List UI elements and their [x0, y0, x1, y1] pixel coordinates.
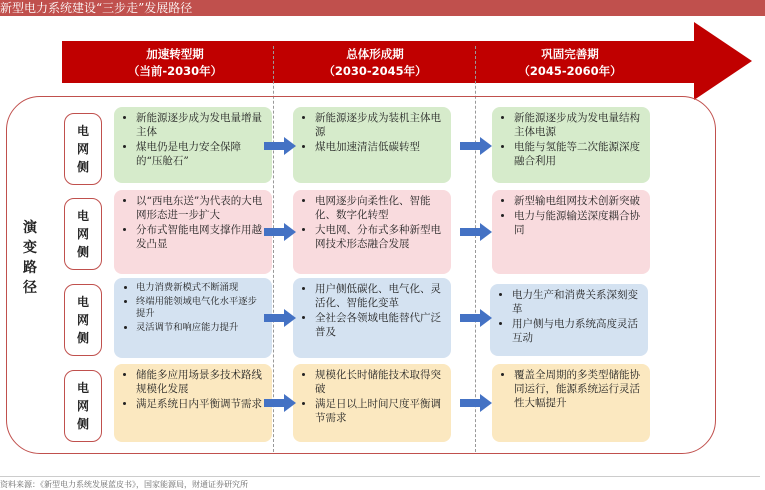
side-label: 演变路径 [23, 220, 37, 296]
cell-r3-c2: • 用户侧低碳化、电气化、灵活化、智能化变革 • 全社会各领域电能替代广泛普及 [293, 278, 451, 358]
row-label: 电 网 侧 [64, 284, 102, 356]
phase-name: 巩固完善期 [541, 47, 599, 61]
phase-name: 加速转型期 [146, 47, 204, 61]
phase-consolidate [495, 46, 645, 84]
cell-r3-c1: • 电力消费新模式不断涌现 • 终端用能领域电气化水平逐步提升 • 灵活调节和响应能力提升 [114, 278, 272, 358]
cell-r2-c1: • 以“西电东送”为代表的大电网形态进一步扩大 • 分布式智能电网支撑作用越发凸显 [114, 190, 272, 274]
right-arrow-icon [264, 223, 296, 241]
right-arrow-icon [460, 309, 492, 327]
cell-r4-c2: • 规模化长时储能技术取得突破 • 满足日以上时间尺度平衡调节需求 [293, 364, 451, 442]
phase-accelerate [100, 46, 250, 84]
cell-r4-c1: • 储能多应用场景多技术路线规模化发展 • 满足系统日内平衡调节需求 [114, 364, 272, 442]
right-arrow-icon [264, 309, 296, 327]
right-arrow-icon [264, 137, 296, 155]
cell-r1-c3: • 新能源逐步成为发电量结构主体电源 • 电能与氢能等二次能源深度融合利用 [492, 107, 650, 183]
cell-r1-c2: • 新能源逐步成为装机主体电源 • 煤电加速清洁低碳转型 [293, 107, 451, 183]
phase-period: （当前-2030年） [127, 64, 223, 78]
phase-period: （2030-2045年） [323, 64, 427, 78]
cell-r1-c1: • 新能源逐步成为发电量增量主体 • 煤电仍是电力安全保障的“压舱石” [114, 107, 272, 183]
row-label: 电 网 侧 [64, 370, 102, 442]
phase-period: （2045-2060年） [518, 64, 622, 78]
source-note: 资料来源：《新型电力系统发展蓝皮书》，国家能源局，财通证券研究所 [0, 476, 760, 490]
phase-formation [300, 46, 450, 84]
page-title: 新型电力系统建设“三步走”发展路径 [0, 1, 193, 15]
cell-r3-c3: • 电力生产和消费关系深刻变革 • 用户侧与电力系统高度灵活互动 [490, 284, 648, 356]
right-arrow-icon [460, 137, 492, 155]
cell-r4-c3: • 覆盖全周期的多类型储能协同运行，能源系统运行灵活性大幅提升 [492, 364, 650, 442]
cell-r2-c3: • 新型输电组网技术创新突破 • 电力与能源输送深度耦合协同 [492, 190, 650, 274]
row-label: 电 网 侧 [64, 113, 102, 185]
row-label: 电 网 侧 [64, 198, 102, 270]
right-arrow-icon [460, 223, 492, 241]
cell-r2-c2: • 电网逐步向柔性化、智能化、数字化转型 • 大电网、分布式多种新型电网技术形态融合发展 [293, 190, 451, 274]
right-arrow-icon [264, 394, 296, 412]
phase-name: 总体形成期 [346, 47, 404, 61]
right-arrow-icon [460, 394, 492, 412]
